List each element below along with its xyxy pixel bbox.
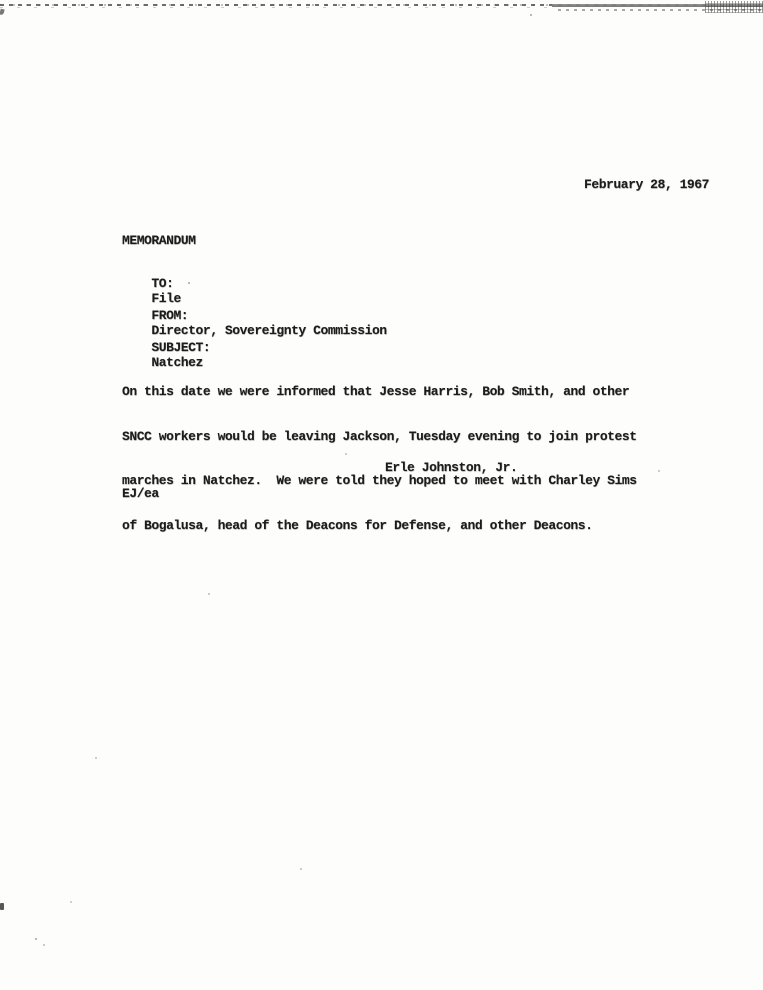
memo-title: MEMORANDUM <box>122 233 196 248</box>
scan-speck <box>300 868 302 870</box>
from-value: Director, Sovereignty Commission <box>151 323 387 338</box>
scan-speck <box>95 757 97 759</box>
to-value: File <box>151 291 181 306</box>
scan-artifact-faint-line <box>0 7 553 8</box>
scan-speck <box>658 470 660 472</box>
scan-artifact-corner-noise <box>705 1 763 13</box>
subject-value: Natchez <box>151 355 203 370</box>
scan-artifact-mark <box>0 9 5 16</box>
body-line: of Bogalusa, head of the Deacons for Defense, and other Deacons. <box>122 517 593 533</box>
body-line: On this date we were informed that Jesse Harris, Bob Smith, and other <box>122 384 630 399</box>
to-label: TO: <box>151 276 174 291</box>
signature: Erle Johnston, Jr. <box>385 460 518 475</box>
scan-speck <box>70 901 72 903</box>
scan-speck <box>35 938 37 940</box>
scan-speck <box>43 944 45 946</box>
subject-label: SUBJECT: <box>151 340 211 355</box>
body-line: marches in Natchez. We were told they hoped to meet with Charley Sims <box>122 473 637 488</box>
body-line: SNCC workers would be leaving Jackson, Tuesday evening to join protest <box>122 428 637 444</box>
scan-artifact-edge-mark <box>0 903 4 910</box>
scan-speck <box>208 593 210 595</box>
date: February 28, 1967 <box>584 177 709 192</box>
scan-speck <box>530 14 532 16</box>
from-label: FROM: <box>151 308 189 323</box>
memo-body <box>122 355 637 563</box>
typist-initials: EJ/ea <box>122 486 159 501</box>
